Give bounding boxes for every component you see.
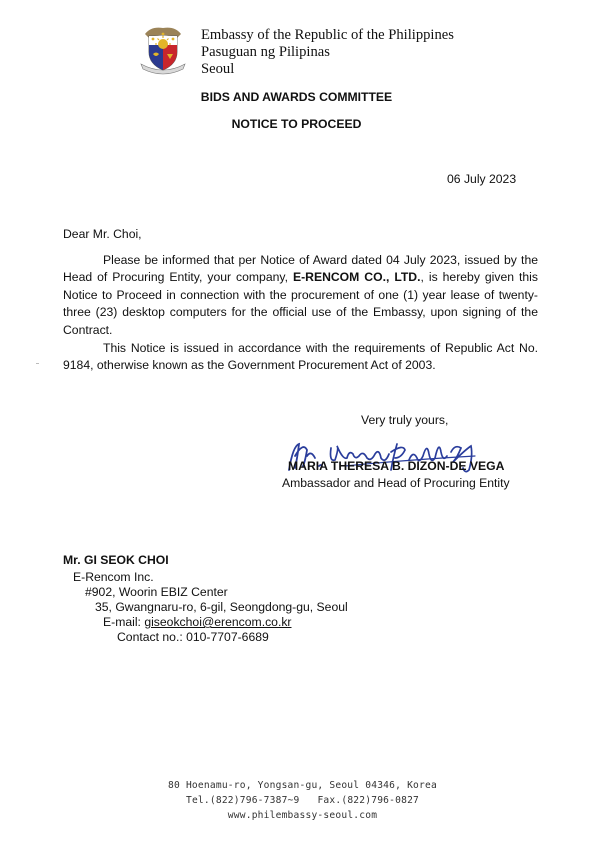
letter-date: 06 July 2023 [447, 172, 517, 186]
letterhead-filipino-name: Pasuguan ng Pilipinas [201, 44, 330, 60]
email-link[interactable]: giseokchoi@erencom.co.kr [144, 615, 292, 629]
salutation: Dear Mr. Choi, [63, 227, 142, 241]
email-label: E-mail: [103, 615, 145, 629]
p1-text-after: , is hereby given this Notice to Proceed in connection with the procurement of one (1) year lease of twenty-three (23) desktop computers for the official use of the Embassy, upon signing of the Contract. [63, 270, 538, 337]
company-name: E-RENCOM CO., LTD. [292, 270, 421, 285]
notice-heading: NOTICE TO PROCEED [231, 117, 362, 131]
signer-name: MARIA THERESA B. DIZON-DE VEGA [288, 459, 505, 473]
philippine-coat-of-arms-icon [137, 24, 189, 76]
footer-address: 80 Hoenamu-ro, Yongsan-gu, Seoul 04346, Korea [168, 780, 437, 791]
addressee-street: 35, Gwangnaru-ro, 6-gil, Seongdong-gu, Seoul [95, 600, 348, 614]
addressee-name: Mr. GI SEOK CHOI [63, 553, 169, 567]
committee-heading: BIDS AND AWARDS COMMITTEE [200, 90, 393, 104]
footer-phone: Tel.(822)796-7387~9 Fax.(822)796-0827 [185, 795, 420, 807]
addressee-company: E-Rencom Inc. [73, 570, 154, 584]
letterhead-embassy-name: Embassy of the Republic of the Philippines [201, 27, 454, 43]
addressee-unit: #902, Woorin EBIZ Center [85, 585, 228, 599]
addressee-contact: Contact no.: 010-7707-6689 [117, 630, 269, 644]
body-paragraph-1 [63, 252, 538, 339]
scan-speck [36, 363, 39, 364]
closing: Very truly yours, [361, 413, 449, 427]
letterhead-city: Seoul [201, 61, 235, 77]
footer-website[interactable]: www.philembassy-seoul.com [227, 810, 378, 822]
p1-text-before: Please be informed that per Notice of Award dated 04 July 2023, issued by the Head of Procuring Entity, your company, [63, 253, 538, 285]
body-paragraph-2: This Notice is issued in accordance with the requirements of Republic Act No. 9184, otherwise known as the Government Procurement Act of 2003. [63, 341, 538, 373]
footer [0, 778, 601, 824]
signer-title: Ambassador and Head of Procuring Entity [282, 476, 510, 490]
